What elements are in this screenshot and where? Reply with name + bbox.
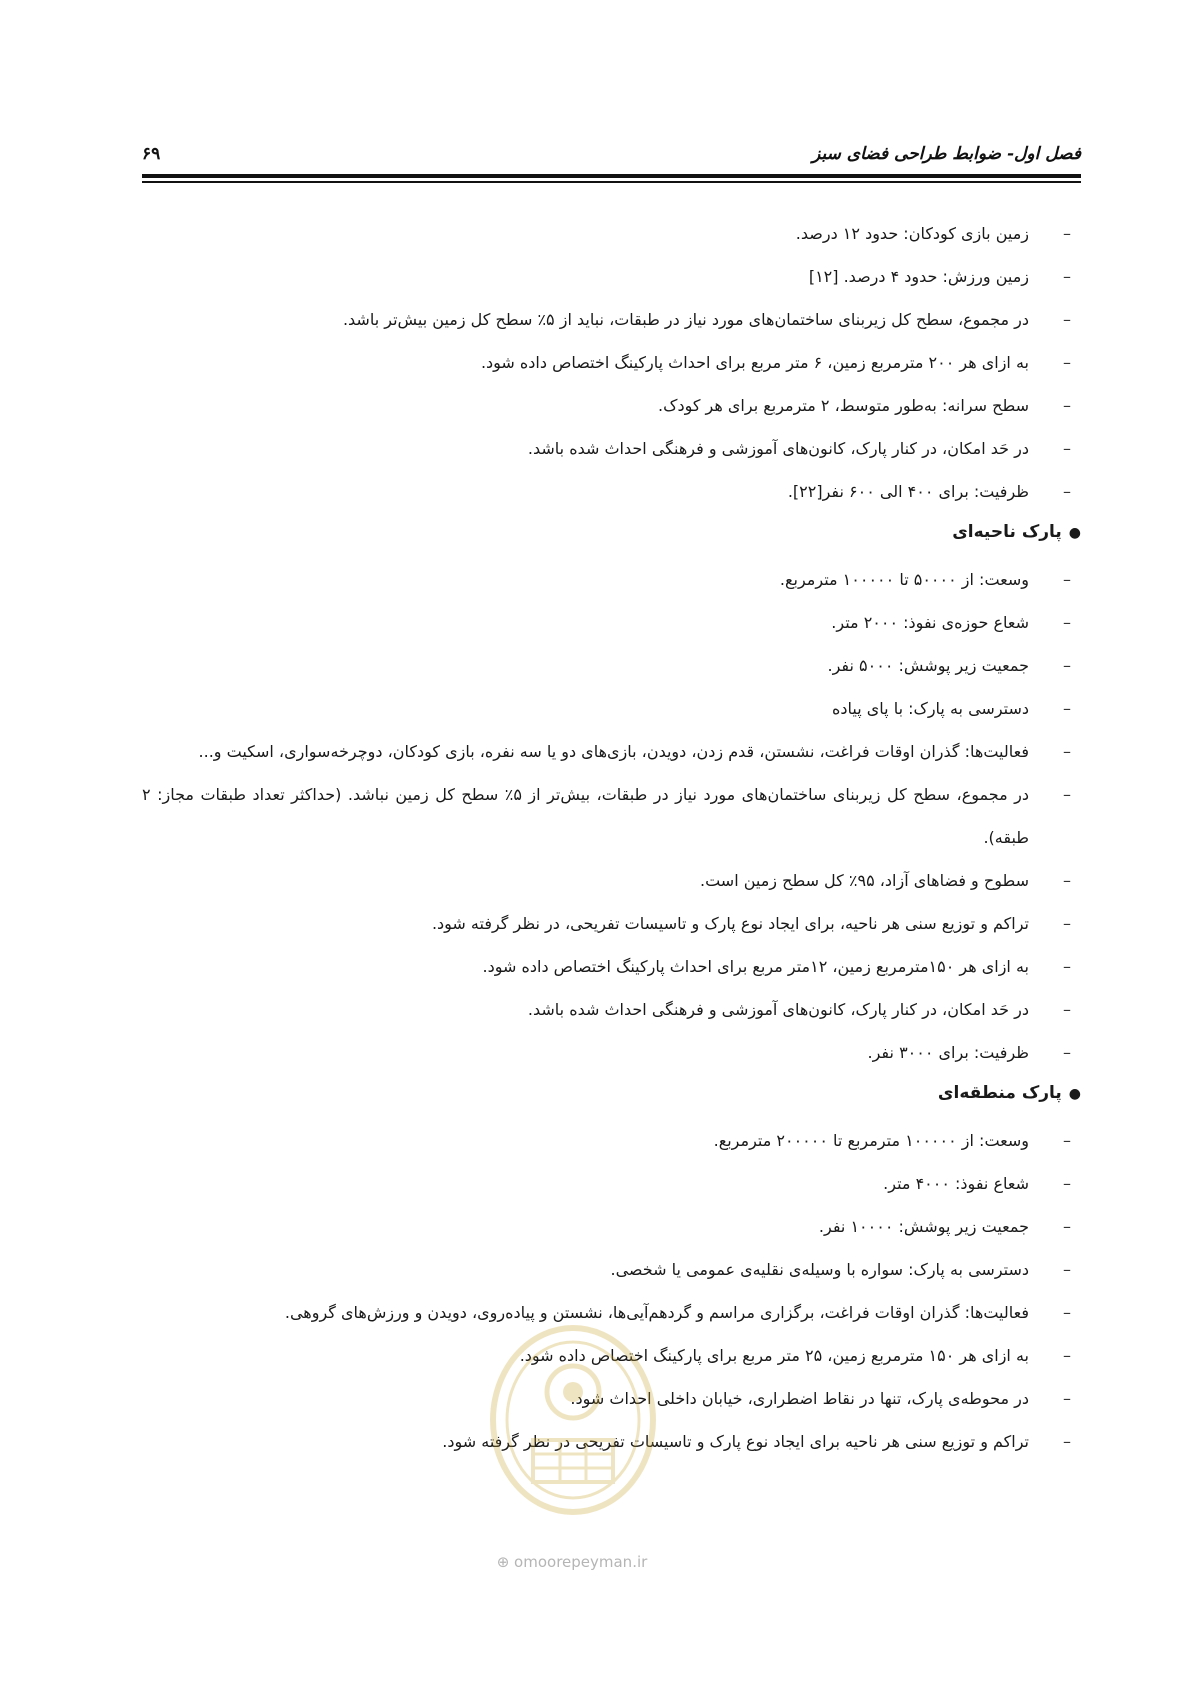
list-item-text: فعالیت‌ها: گذران اوقات فراغت، نشستن، قدم زدن، دویدن، بازی‌های دو یا سه نفره، بازی کودکان، دوچرخه‌سواری، اسکیت و... — [198, 742, 1029, 761]
list-item-text: به ازای هر ۲۰۰ مترمربع زمین، ۶ متر مربع برای احداث پارکینگ اختصاص داده شود. — [480, 353, 1029, 372]
list-item — [142, 1377, 1081, 1420]
dash-icon: – — [1063, 310, 1071, 329]
list-item — [142, 427, 1081, 470]
list-item-text: سطوح و فضاهای آزاد، ۹۵٪ کل سطح زمین است. — [699, 871, 1029, 890]
page-number: ۶۹ — [142, 144, 161, 164]
list-item-text: در حَد امکان، در کنار پارک، کانون‌های آموزشی و فرهنگی احداث شده باشد. — [527, 439, 1029, 458]
list-item — [142, 1119, 1081, 1162]
dash-icon: – — [1063, 1303, 1071, 1322]
list-item-text: جمعیت زیر پوشش: ۵۰۰۰ نفر. — [827, 656, 1029, 675]
dash-icon: – — [1063, 1432, 1071, 1451]
dash-icon: – — [1063, 482, 1071, 501]
section-district-park — [142, 521, 1081, 1074]
list-item-text: به ازای هر ۱۵۰ مترمربع زمین، ۲۵ متر مربع برای پارکینگ اختصاص داده شود. — [519, 1346, 1029, 1365]
list-item-text: شعاع حوزه‌ی نفوذ: ۲۰۰۰ متر. — [831, 613, 1029, 632]
list-item — [142, 902, 1081, 945]
page-header — [142, 140, 1081, 170]
dash-icon: – — [1063, 353, 1071, 372]
list-item — [142, 730, 1081, 773]
list-item — [142, 1420, 1081, 1463]
dash-icon: – — [1063, 613, 1071, 632]
site-watermark-text: omoorepeyman.ir — [514, 1553, 648, 1571]
dash-icon: – — [1063, 699, 1071, 718]
header-rule-thick — [142, 174, 1081, 178]
dash-icon: – — [1063, 742, 1071, 761]
list-item — [142, 1205, 1081, 1248]
page-body — [142, 212, 1081, 1463]
list-item — [142, 384, 1081, 427]
dash-icon: – — [1063, 1217, 1071, 1236]
dash-icon: – — [1063, 656, 1071, 675]
list-item-text: جمعیت زیر پوشش: ۱۰۰۰۰ نفر. — [818, 1217, 1029, 1236]
district-list — [142, 558, 1081, 1074]
regional-list — [142, 1119, 1081, 1463]
dash-icon: – — [1063, 1174, 1071, 1193]
dash-icon: – — [1063, 1260, 1071, 1279]
list-item — [142, 601, 1081, 644]
globe-icon: ⊕ — [496, 1553, 510, 1571]
list-item — [142, 298, 1081, 341]
section-heading — [142, 1082, 1081, 1105]
dash-icon: – — [1063, 871, 1071, 890]
list-item-text: تراکم و توزیع سنی هر ناحیه برای ایجاد نوع پارک و تاسیسات تفریحی در نظر گرفته شود. — [442, 1432, 1029, 1451]
bullet-icon: ● — [1068, 525, 1081, 541]
list-item — [142, 773, 1081, 859]
dash-icon: – — [1063, 785, 1071, 804]
list-item — [142, 558, 1081, 601]
list-item — [142, 1291, 1081, 1334]
dash-icon: – — [1063, 1346, 1071, 1365]
list-item-text: وسعت: از ۵۰۰۰۰ تا ۱۰۰۰۰۰ مترمربع. — [779, 570, 1029, 589]
list-item-text: فعالیت‌ها: گذران اوقات فراغت، برگزاری مراسم و گردهم‌آیی‌ها، نشستن و پیاده‌روی، دویدن و ورزش‌های گروهی. — [284, 1303, 1029, 1322]
list-item — [142, 212, 1081, 255]
dash-icon: – — [1063, 570, 1071, 589]
list-item — [142, 687, 1081, 730]
list-item-text: دسترسی به پارک: با پای پیاده — [832, 699, 1029, 718]
list-item-text: شعاع نفوذ: ۴۰۰۰ متر. — [883, 1174, 1029, 1193]
list-item-text: سطح سرانه: به‌طور متوسط، ۲ مترمربع برای هر کودک. — [658, 396, 1029, 415]
section-regional-park — [142, 1082, 1081, 1463]
list-item-text: در مجموع، سطح کل زیربنای ساختمان‌های مورد نیاز در طبقات، نباید از ۵٪ سطح کل زمین بیش‌تر باشد. — [342, 310, 1029, 329]
list-item-text: زمین بازی کودکان: حدود ۱۲ درصد. — [795, 224, 1029, 243]
list-item — [142, 859, 1081, 902]
dash-icon: – — [1063, 396, 1071, 415]
list-item — [142, 1334, 1081, 1377]
dash-icon: – — [1063, 1000, 1071, 1019]
list-item — [142, 470, 1081, 513]
dash-icon: – — [1063, 1043, 1071, 1062]
header-rule-thin — [142, 181, 1081, 183]
intro-list — [142, 212, 1081, 513]
chapter-title: فصل اول- ضوابط طراحی فضای سبز — [812, 144, 1081, 164]
section-heading — [142, 521, 1081, 544]
list-item — [142, 255, 1081, 298]
site-watermark — [482, 1553, 662, 1571]
list-item-text: ظرفیت: برای ۳۰۰۰ نفر. — [867, 1043, 1029, 1062]
list-item-text: تراکم و توزیع سنی هر ناحیه، برای ایجاد نوع پارک و تاسیسات تفریحی، در نظر گرفته شود. — [431, 914, 1029, 933]
list-item-text: ظرفیت: برای ۴۰۰ الی ۶۰۰ نفر[۲۲]. — [787, 482, 1029, 501]
list-item — [142, 945, 1081, 988]
bullet-icon: ● — [1068, 1086, 1081, 1102]
section-heading-text: پارک منطقه‌ای — [937, 1083, 1062, 1103]
list-item-text: در حَد امکان، در کنار پارک، کانون‌های آموزشی و فرهنگی احداث شده باشد. — [527, 1000, 1029, 1019]
list-item — [142, 644, 1081, 687]
list-item-text: زمین ورزش: حدود ۴ درصد. [۱۲] — [808, 267, 1029, 286]
list-item — [142, 341, 1081, 384]
list-item — [142, 988, 1081, 1031]
dash-icon: – — [1063, 914, 1071, 933]
list-item — [142, 1248, 1081, 1291]
dash-icon: – — [1063, 267, 1071, 286]
list-item-text: دسترسی به پارک: سواره با وسیله‌ی نقلیه‌ی عمومی یا شخصی. — [610, 1260, 1029, 1279]
dash-icon: – — [1063, 439, 1071, 458]
dash-icon: – — [1063, 1389, 1071, 1408]
list-item-text: به ازای هر ۱۵۰مترمربع زمین، ۱۲متر مربع برای احداث پارکینگ اختصاص داده شود. — [482, 957, 1029, 976]
dash-icon: – — [1063, 957, 1071, 976]
list-item-text: در محوطه‌ی پارک، تنها در نقاط اضطراری، خیابان داخلی احداث شود. — [570, 1389, 1029, 1408]
dash-icon: – — [1063, 1131, 1071, 1150]
section-heading-text: پارک ناحیه‌ای — [952, 522, 1062, 542]
list-item — [142, 1162, 1081, 1205]
dash-icon: – — [1063, 224, 1071, 243]
list-item — [142, 1031, 1081, 1074]
list-item-text: وسعت: از ۱۰۰۰۰۰ مترمربع تا ۲۰۰۰۰۰ مترمربع. — [713, 1131, 1029, 1150]
list-item-text: در مجموع، سطح کل زیربنای ساختمان‌های مورد نیاز در طبقات، بیش‌تر از ۵٪ سطح کل زمین نباشد. (حداکثر تعداد طبقات مجاز: ۲ طبقه). — [142, 785, 1030, 847]
